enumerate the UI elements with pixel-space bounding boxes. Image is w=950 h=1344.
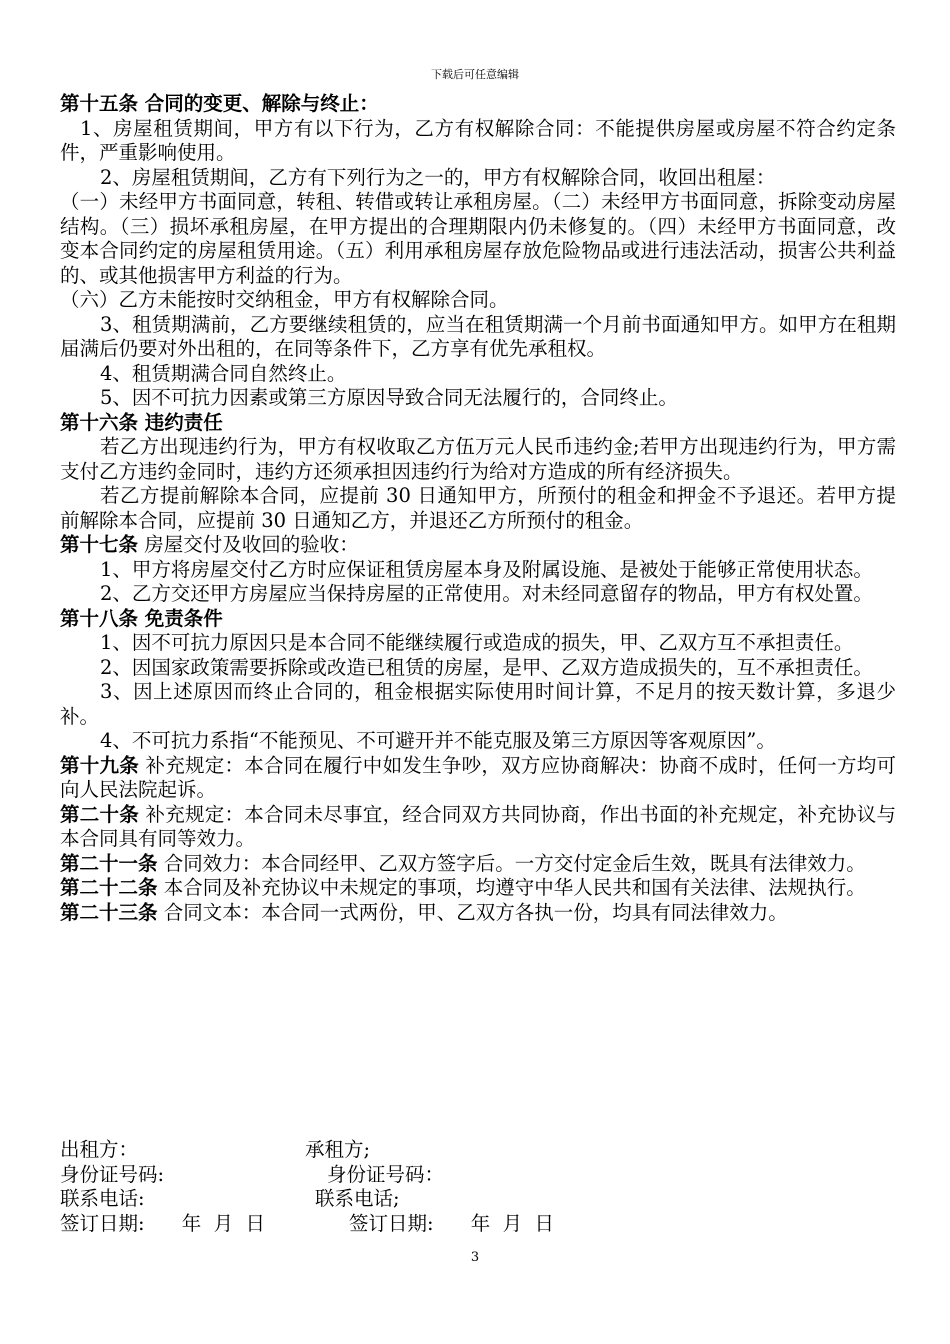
signature-row-party (60, 1138, 760, 1163)
article-15-title: 第十五条 合同的变更、解除与终止： (60, 92, 379, 115)
article-23 (60, 901, 896, 926)
page-number: 3 (470, 1250, 480, 1265)
lessor-id-label: 身份证号码: (60, 1162, 165, 1186)
article-19-text: 补充规定：本合同在履行中如发生争吵，双方应协商解决：协商不成时，任何一方均可向人民法院起诉。 (60, 753, 896, 801)
article-22-text: 本合同及补充协议中未规定的事项，均遵守中华人民共和国有关法律、法规执行。 (157, 876, 866, 899)
lessor-date-label: 签订日期: 年 月 日 (60, 1211, 266, 1235)
article-21-number: 第二十一条 (60, 851, 158, 875)
article-17-paragraph: 2、乙方交还甲方房屋应当保持房屋的正常使用。对未经同意留存的物品，甲方有权处置。 (100, 582, 873, 605)
lessee-phone-label: 联系电话; (315, 1187, 400, 1210)
article-18-title: 第十八条 免责条件 (60, 606, 223, 630)
lessee-label: 承租方; (305, 1138, 371, 1161)
article-15-paragraph: 3、租赁期满前，乙方要继续租赁的，应当在租赁期满一个月前书面通知甲方。如甲方在租期届满后仍要对外出租的，在同等条件下，乙方享有优先承租权。 (60, 312, 896, 360)
article-16-paragraph: 若乙方提前解除本合同，应提前 30 日通知甲方，所预付的租金和押金不予退还。若甲方提前解除本合同，应提前 30 日通知乙方，并退还乙方所预付的租金。 (60, 484, 896, 532)
article-21-text: 合同效力：本合同经甲、乙双方签字后。一方交付定金后生效，既具有法律效力。 (157, 851, 866, 875)
article-20-number: 第二十条 (60, 802, 140, 826)
article-18-paragraph: 2、因国家政策需要拆除或改造已租赁的房屋，是甲、乙双方造成损失的，互不承担责任。 (100, 655, 873, 679)
signature-row-phone (60, 1187, 760, 1212)
lessor-label: 出租方： (60, 1138, 139, 1161)
article-19-number: 第十九条 (60, 753, 140, 777)
document-body (60, 92, 896, 925)
article-21 (60, 852, 896, 877)
article-20 (60, 803, 896, 852)
article-15-paragraph: （一）未经甲方书面同意，转租、转借或转让承租房屋。（二）未经甲方书面同意，拆除变动房屋结构。（三）损坏承租房屋，在甲方提出的合理期限内仍未修复的。（四）未经甲方书面同意，改变本合同约定的房屋租赁用途。（五）利用承租房屋存放危险物品或进行违法活动，损害公共利益的、或其他损害甲方利益的行为。 (60, 190, 896, 287)
article-18-paragraph: 1、因不可抗力原因只是本合同不能继续履行或造成的损失，甲、乙双方互不承担责任。 (100, 631, 854, 654)
page-header: 下载后可任意编辑 (431, 68, 519, 81)
signature-block (60, 1138, 760, 1236)
article-15-paragraph: 5、因不可抗力因素或第三方原因导致合同无法履行的，合同终止。 (100, 386, 678, 409)
article-18-paragraph: 3、因上述原因而终止合同的，租金根据实际使用时间计算，不足月的按天数计算，多退少补。 (60, 680, 896, 728)
article-17-title (60, 533, 896, 558)
article-22-number: 第二十二条 (60, 876, 158, 899)
article-15-paragraph: 4、租赁期满合同自然终止。 (100, 361, 347, 385)
article-15-paragraph: （六）乙方未能按时交纳租金，甲方有权解除合同。 (60, 288, 509, 311)
article-17-heading: 房屋交付及收回的验收： (138, 533, 359, 556)
article-19 (60, 754, 896, 803)
article-23-text: 合同文本：本合同一式两份，甲、乙双方各执一份，均具有同法律效力。 (157, 900, 788, 924)
article-20-text: 补充规定：本合同未尽事宜，经合同双方共同协商，作出书面的补充规定，补充协议与本合同具有同等效力。 (60, 802, 896, 850)
signature-row-id (60, 1163, 760, 1188)
lessor-phone-label: 联系电话: (60, 1187, 145, 1210)
article-16-paragraph: 若乙方出现违约行为，甲方有权收取乙方伍万元人民币违约金;若甲方出现违约行为，甲方需支付乙方违约金同时，违约方还须承担因违约行为给对方造成的所有经济损失。 (60, 435, 896, 483)
article-18-paragraph: 4、不可抗力系指“不能预见、不可避开并不能克服及第三方原因等客观原因”。 (100, 729, 776, 752)
article-15-paragraph: 2、房屋租赁期间，乙方有下列行为之一的，甲方有权解除合同，收回出租屋： (100, 165, 776, 189)
lessee-date-label: 签订日期: 年 月 日 (349, 1211, 555, 1235)
article-15-paragraph: 1、房屋租赁期间，甲方有以下行为，乙方有权解除合同：不能提供房屋或房屋不符合约定条件，严重影响使用。 (60, 116, 896, 164)
signature-row-date (60, 1212, 760, 1237)
article-17-paragraph: 1、甲方将房屋交付乙方时应保证租赁房屋本身及附属设施、是被处于能够正常使用状态。 (100, 557, 873, 581)
article-23-number: 第二十三条 (60, 900, 158, 924)
article-17-number: 第十七条 (60, 533, 139, 556)
lessee-id-label: 身份证号码： (327, 1162, 445, 1186)
article-16-title: 第十六条 违约责任 (60, 410, 223, 434)
article-22 (60, 876, 896, 901)
